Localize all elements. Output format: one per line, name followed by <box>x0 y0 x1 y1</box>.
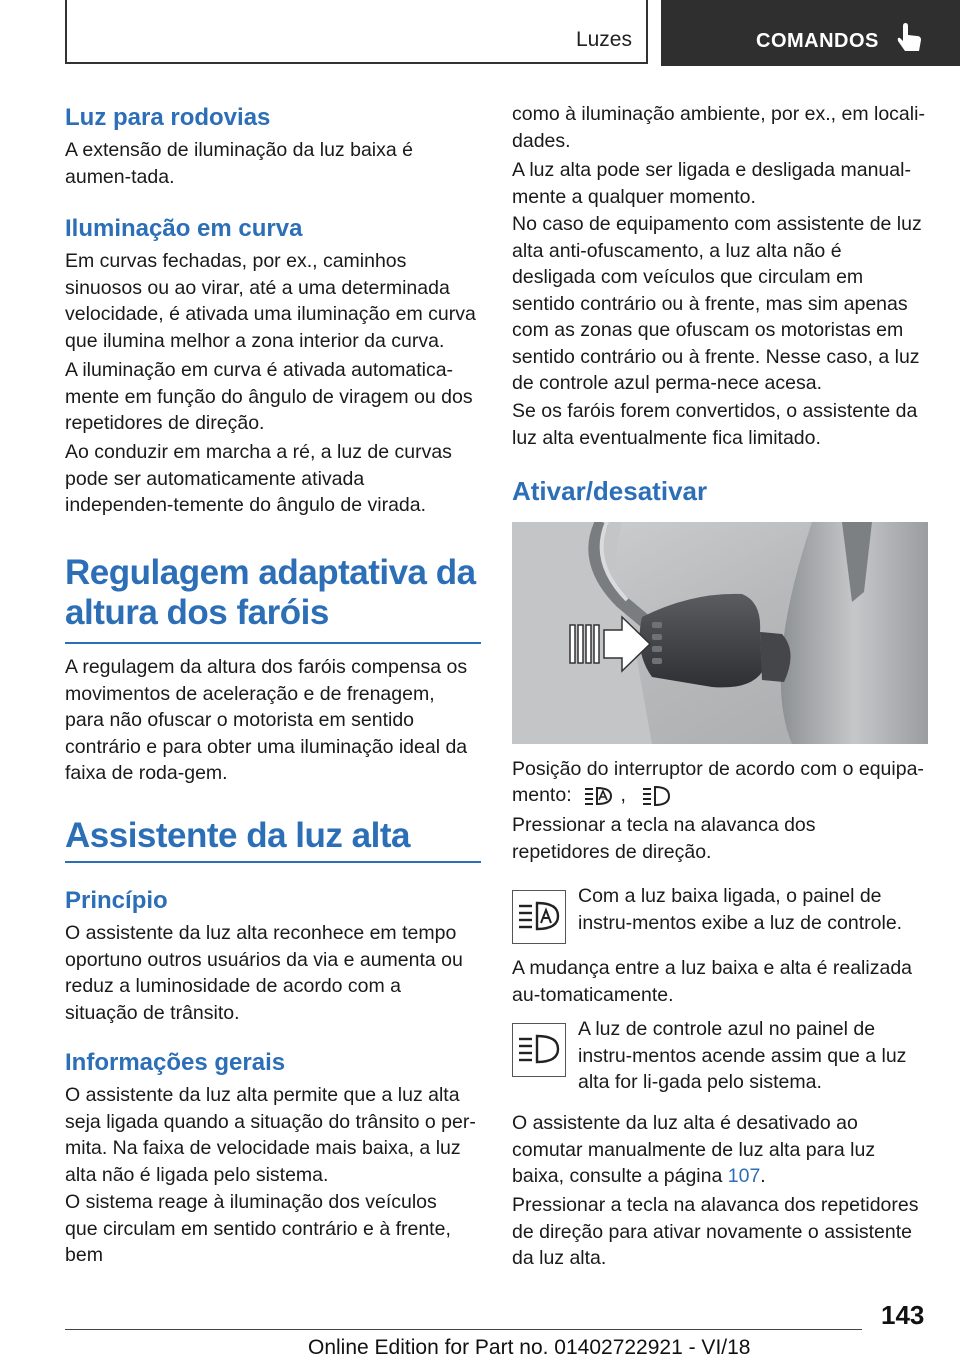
heading-regulagem-block <box>65 553 481 644</box>
caption-line-1: Posição do interruptor de acordo com o equipa- <box>512 758 924 780</box>
hand-pointer-icon <box>894 22 928 56</box>
turn-signal-lever-illustration <box>512 522 928 744</box>
paragraph-pressionar: Pressionar a tecla na alavanca dos repetidores de direção. <box>512 814 816 863</box>
paragraph-convertidos: Se os faróis forem convertidos, o assistente da luz alta eventualmente fica limitado. <box>512 400 918 449</box>
heading-iluminacao-curva: Iluminação em curva <box>65 215 303 242</box>
heading-principio: Princípio <box>65 887 168 914</box>
paragraph-mudanca: A mudança entre a luz baixa e alta é realizada au-tomaticamente. <box>512 957 913 1006</box>
high-beam-assistant-icon <box>583 783 615 807</box>
high-beam-assistant-icon <box>513 891 564 942</box>
lever-photo-svg <box>512 522 928 744</box>
caption-comma: , <box>620 784 626 806</box>
icon-box-assistant <box>512 890 566 944</box>
paragraph-manual: A luz alta pode ser ligada e desligada manual-mente a qualquer momento. <box>512 159 911 208</box>
caption-line-2 <box>512 782 930 809</box>
page-reference-link[interactable]: 107 <box>727 1165 761 1187</box>
header-chapter-label: COMANDOS <box>756 30 879 52</box>
paragraph-curva-1: Em curvas fechadas, por ex., caminhos sinuosos ou ao virar, até a uma determinada velocidade, é ativada uma iluminação em curva que ilumina melhor a zona interior da curva. <box>65 250 476 352</box>
paragraph-antiofuscamento: No caso de equipamento com assistente de luz alta anti-ofuscamento, a luz alta não é desligada com veículos que circulam em sentido contrário ou à frente, mas sim apenas com as zonas que ofuscam os motoristas em sentido contrário ou à frente. Nesse caso, a luz de controle azul perma-nece acesa. <box>512 213 922 394</box>
paragraph-icon1: Com a luz baixa ligada, o painel de instru-mentos exibe a luz de controle. <box>578 885 903 934</box>
paragraph-icon2: A luz de controle azul no painel de instru-mentos acende assim que a luz alta for li-gada pelo sistema. <box>578 1018 907 1093</box>
paragraph-continuation: como à iluminação ambiente, por ex., em locali-dades. <box>512 103 925 152</box>
paragraph-principio: O assistente da luz alta reconhece em tempo oportuno outros usuários da via e aumenta ou reduz a luminosidade de acordo com a situação de trânsito. <box>65 922 463 1024</box>
desativado-text: O assistente da luz alta é desativado ao comutar manualmente de luz alta para luz baixa, consulte a página <box>512 1112 876 1187</box>
paragraph-reativar: Pressionar a tecla na alavanca dos repetidores de direção para ativar novamente o assistente da luz alta. <box>512 1194 919 1269</box>
header-section-title: Luzes <box>575 28 632 51</box>
high-beam-icon <box>513 1024 564 1075</box>
heading-regulagem-line1: Regulagem adaptativa da <box>65 553 476 592</box>
paragraph-rodovias: A extensão de iluminação da luz baixa é aumen-tada. <box>65 139 413 188</box>
paragraph-info-2: O sistema reage à iluminação dos veículos que circulam em sentido contrário e à frente, bem <box>65 1191 451 1266</box>
icon-box-high-beam <box>512 1023 566 1077</box>
paragraph-desativado <box>512 1110 930 1190</box>
heading-ativar-desativar: Ativar/desativar <box>512 476 708 506</box>
header-box <box>65 0 648 64</box>
heading-regulagem-line2: altura dos faróis <box>65 593 481 644</box>
heading-luz-rodovias: Luz para rodovias <box>65 104 271 131</box>
heading-assistente-luz-alta: Assistente da luz alta <box>65 816 481 863</box>
footer-edition: Online Edition for Part no. 01402722921 - VI/18 <box>308 1336 751 1359</box>
paragraph-info-1: O assistente da luz alta permite que a luz alta seja ligada quando a situação do trânsito o per-mita. Na faixa de velocidade mais baixa, a luz alta não é ligada pelo sistema. <box>65 1084 476 1186</box>
high-beam-icon <box>641 783 673 807</box>
paragraph-curva-2: A iluminação em curva é ativada automatica-mente em função do ângulo de viragem ou dos repetidores de direção. <box>65 359 473 434</box>
paragraph-curva-3: Ao conduzir em marcha a ré, a luz de curvas pode ser automaticamente ativada independen-temente do ângulo de virada. <box>65 441 452 516</box>
page-number: 143 <box>881 1300 925 1330</box>
heading-informacoes-gerais: Informações gerais <box>65 1049 286 1076</box>
header-chapter-tab[interactable] <box>661 0 960 66</box>
caption-mento-label: mento: <box>512 784 572 806</box>
desativado-period: . <box>760 1165 766 1187</box>
paragraph-regulagem: A regulagem da altura dos faróis compensa os movimentos de aceleração e de frenagem, para não ofuscar o motorista em sentido contrário e para obter uma iluminação ideal da faixa de roda-gem. <box>65 656 468 784</box>
footer-divider <box>65 1329 862 1330</box>
